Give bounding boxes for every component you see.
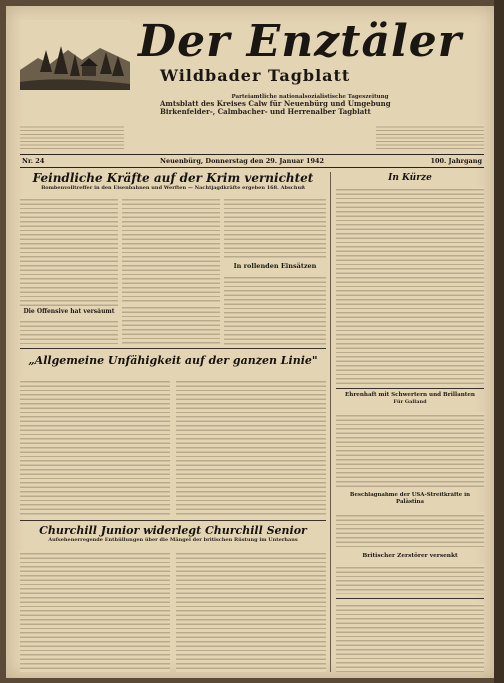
kurze-head-box	[336, 172, 484, 184]
inline-headline: Die Offensive hat versäumt	[23, 308, 115, 315]
tagline-block	[160, 94, 460, 116]
rule-4	[336, 598, 484, 599]
inline-text	[20, 318, 118, 344]
tagline-2: Amtsblatt des Kreises Calw für Neuenbürg und Umgebung	[160, 99, 391, 108]
book-binding	[494, 0, 504, 683]
galland-sub: Für Galland	[393, 399, 427, 405]
rule-2	[20, 520, 326, 521]
lead-col-1	[20, 196, 118, 308]
palestine-head-box	[336, 492, 484, 510]
masthead	[20, 16, 484, 94]
place-date: Neuenbürg, Donnerstag den 29. Januar 1942	[160, 157, 325, 165]
kurze-headline: In Kürze	[388, 173, 432, 183]
dateline	[20, 154, 484, 168]
second-headline: „Allgemeine Unfähigkeit auf der ganzen Linie"	[28, 354, 318, 367]
subscription-note-right	[376, 124, 484, 150]
palestine-text	[336, 512, 484, 548]
bottom-right-text	[336, 602, 484, 672]
churchill-headline: Churchill Junior widerlegt Churchill Senior	[39, 524, 307, 537]
churchill-headline-box	[20, 524, 326, 548]
lead-col-2b	[122, 304, 220, 346]
rolling-headline: In rollenden Einsätzen	[233, 262, 317, 270]
rule-1	[20, 348, 326, 349]
newspaper-page	[6, 6, 494, 678]
issue-number: Nr. 24	[22, 157, 45, 165]
kurze-text	[336, 186, 484, 384]
second-col-1	[20, 378, 170, 516]
column-divider	[330, 172, 331, 672]
newspaper-title: Der Enztäler	[138, 16, 462, 67]
rule-3	[336, 388, 484, 389]
palestine-headline: Beschlagnahme der USA-Streitkräfte in Palästina	[349, 492, 471, 505]
forest-landscape-icon	[20, 20, 130, 90]
churchill-subheadline: Aufsehenerregende Enthüllungen über die Mängel der britischen Rüstung im Unterhaus	[48, 537, 298, 543]
destroyer-head-box	[336, 552, 484, 562]
second-col-2	[176, 378, 326, 516]
second-headline-box	[20, 354, 326, 376]
destroyer-headline: Britischer Zerstörer versenkt	[362, 553, 458, 559]
galland-headline: Ehrenhaft mit Schwertern und Brillanten	[345, 392, 475, 398]
churchill-col-2	[176, 550, 326, 672]
subscription-note-left	[20, 124, 124, 150]
destroyer-text	[336, 564, 484, 594]
rolling-head-box	[224, 262, 326, 272]
inline-head-box	[20, 308, 118, 318]
lead-col-3	[224, 196, 326, 258]
lead-col-2	[122, 196, 220, 302]
lead-headline: Feindliche Kräfte auf der Krim vernichtet	[32, 172, 314, 185]
rolling-text	[224, 274, 326, 346]
volume-year: 100. Jahrgang	[430, 157, 482, 165]
churchill-col-1	[20, 550, 170, 672]
galland-head-box	[336, 391, 484, 411]
tagline-1: Parteiamtliche nationalsozialistische Tageszeitung	[231, 94, 389, 100]
lead-headline-box	[20, 172, 326, 192]
tagline-3: Birkenfelder-, Calmbacher- und Herrenalber Tagblatt	[160, 107, 371, 116]
newspaper-subtitle: Wildbader Tagblatt	[160, 66, 351, 85]
lead-subheadline: Bombenvolltreffer in den Eisenbahnen und Werften — Nachtjagdkräfte ergeben 168. Abschuß	[41, 185, 305, 191]
galland-text	[336, 412, 484, 488]
